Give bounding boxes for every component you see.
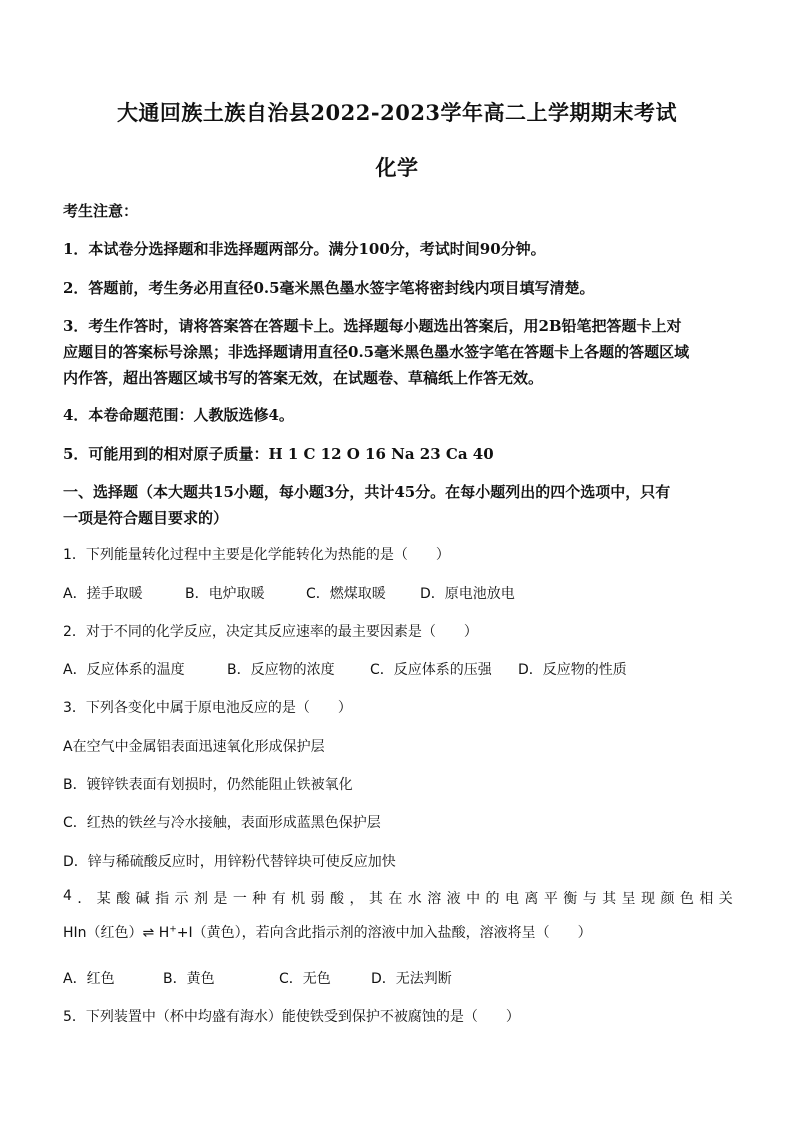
q4-stem-char: 电 bbox=[504, 891, 519, 907]
q4-stem-char: ， bbox=[349, 891, 364, 907]
question-2-stem: 2．对于不同的化学反应，决定其反应速率的最主要因素是（ ） bbox=[63, 624, 478, 640]
q4-stem-char: 某 bbox=[96, 891, 111, 907]
question-5-stem: 5．下列装置中（杯中均盛有海水）能使铁受到保护不被腐蚀的是（ ） bbox=[63, 1009, 520, 1025]
q4-stem-char: 其 bbox=[368, 891, 383, 907]
q4-stem-char: 示 bbox=[174, 891, 189, 907]
q4-stem-char: 现 bbox=[641, 891, 656, 907]
q2-option-a: A．反应体系的温度 bbox=[63, 662, 185, 678]
equilibrium-arrow-icon: ⇌ bbox=[142, 925, 155, 941]
question-1-stem: 1．下列能量转化过程中主要是化学能转化为热能的是（ ） bbox=[63, 547, 450, 563]
q4-stem-char: 酸 bbox=[116, 891, 131, 907]
q3-option-b: B．镀锌铁表面有划损时，仍然能阻止铁被氧化 bbox=[63, 777, 353, 793]
exam-title: 大通回族土族自治县2022-2023学年高二上学期期末考试 bbox=[116, 100, 678, 125]
q4-hplus-text: H bbox=[158, 925, 170, 941]
q4-option-d: D．无法判断 bbox=[371, 971, 452, 987]
q4-stem-char: 衡 bbox=[563, 891, 578, 907]
notice-item-5: 5．可能用到的相对原子质量：H 1 C 12 O 16 Na 23 Ca 40 bbox=[63, 445, 494, 463]
q4-stem-char: 平 bbox=[543, 891, 558, 907]
q4-stem-char: 的 bbox=[485, 891, 500, 907]
q1-option-d: D．原电池放电 bbox=[420, 586, 515, 602]
q4-stem-char: 在 bbox=[388, 891, 403, 907]
q4-stem-char: 有 bbox=[271, 891, 286, 907]
notice-item-3: 3．考生作答时，请将答案答在答题卡上。选择题每小题选出答案后，用2B铅笔把答题卡上对 bbox=[63, 317, 682, 335]
q4-option-a: A．红色 bbox=[63, 971, 115, 987]
question-4-stem bbox=[63, 888, 733, 908]
notice-item-3-cont2: 内作答，超出答题区域书写的答案无效，在试题卷、草稿纸上作答无效。 bbox=[63, 369, 544, 387]
q4-stem-char: 离 bbox=[524, 891, 539, 907]
q4-option-c: C．无色 bbox=[279, 971, 331, 987]
q4-stem-char: 碱 bbox=[135, 891, 150, 907]
question-2-options bbox=[63, 659, 733, 679]
q2-option-c: C．反应体系的压强 bbox=[370, 662, 492, 678]
q4-plus-superscript: + bbox=[169, 924, 177, 935]
q4-stem-char: 其 bbox=[602, 891, 617, 907]
question-3-stem: 3．下列各变化中属于原电池反应的是（ ） bbox=[63, 700, 352, 716]
q4-stem-char: 关 bbox=[718, 891, 733, 907]
q4-stem-char: 剂 bbox=[193, 891, 208, 907]
subject-title: 化学 bbox=[375, 155, 419, 180]
q4-stem-char: 种 bbox=[252, 891, 267, 907]
q4-stem-char: 呈 bbox=[621, 891, 636, 907]
q4-rest-text: +I（黄色），若向含此指示剂的溶液中加入盐酸，溶液将呈（ ） bbox=[176, 925, 592, 941]
q4-stem-char: 一 bbox=[232, 891, 247, 907]
q4-stem-char: 水 bbox=[407, 891, 422, 907]
q3-option-a: A在空气中金属铝表面迅速氧化形成保护层 bbox=[63, 739, 325, 755]
q1-option-c: C．燃煤取暖 bbox=[306, 586, 386, 602]
q4-option-b: B．黄色 bbox=[163, 971, 215, 987]
question-4-options bbox=[63, 968, 733, 988]
q4-stem-char: 颜 bbox=[660, 891, 675, 907]
q4-stem-char: 弱 bbox=[310, 891, 325, 907]
q1-option-a: A．搓手取暖 bbox=[63, 586, 143, 602]
q1-option-b: B．电炉取暖 bbox=[185, 586, 265, 602]
notice-item-4: 4．本卷命题范围：人教版选修4。 bbox=[63, 406, 294, 424]
q4-stem-char: 酸 bbox=[330, 891, 345, 907]
q4-stem-char: 指 bbox=[155, 891, 170, 907]
notice-item-2: 2．答题前，考生务必用直径0.5毫米黑色墨水签字笔将密封线内项目填写清楚。 bbox=[63, 279, 595, 297]
section-heading: 一、选择题（本大题共15小题，每小题3分，共计45分。在每小题列出的四个选项中，只有 bbox=[63, 483, 671, 501]
q3-option-c: C．红热的铁丝与冷水接触，表面形成蓝黑色保护层 bbox=[63, 815, 381, 831]
notice-item-1: 1．本试卷分选择题和非选择题两部分。满分100分，考试时间90分钟。 bbox=[63, 240, 546, 258]
notice-heading: 考生注意： bbox=[63, 202, 139, 220]
q4-stem-char: 色 bbox=[679, 891, 694, 907]
q4-stem-char: 相 bbox=[699, 891, 714, 907]
section-heading-cont: 一项是符合题目要求的） bbox=[63, 509, 229, 527]
q4-stem-char: ． bbox=[77, 891, 92, 907]
q4-stem-char: 是 bbox=[213, 891, 228, 907]
notice-item-3-cont1: 应题目的答案标号涂黑；非选择题请用直径0.5毫米黑色墨水签字笔在答题卡上各题的答题区域 bbox=[63, 343, 690, 361]
question-4-stem-cont bbox=[63, 922, 733, 942]
q4-stem-char: 4 bbox=[63, 888, 72, 904]
q4-hin-text: HIn（红色） bbox=[63, 925, 143, 941]
q4-stem-char: 溶 bbox=[427, 891, 442, 907]
q4-stem-char: 中 bbox=[466, 891, 481, 907]
q3-option-d: D．锌与稀硫酸反应时，用锌粉代替锌块可使反应加快 bbox=[63, 854, 396, 870]
q4-stem-char: 与 bbox=[582, 891, 597, 907]
question-1-options bbox=[63, 583, 733, 603]
q2-option-d: D．反应物的性质 bbox=[518, 662, 627, 678]
q4-stem-char: 液 bbox=[446, 891, 461, 907]
q2-option-b: B．反应物的浓度 bbox=[227, 662, 335, 678]
q4-stem-char: 机 bbox=[291, 891, 306, 907]
